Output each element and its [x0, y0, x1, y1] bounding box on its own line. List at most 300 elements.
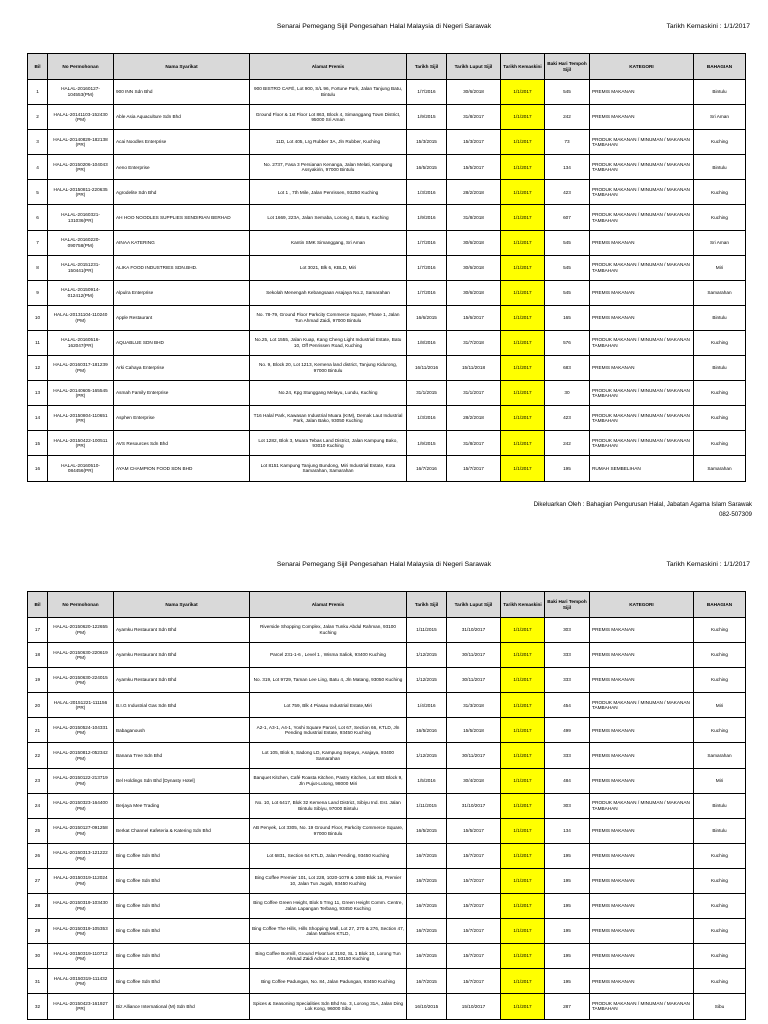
cell-tarikh-kemaskini: 1/1/2017: [501, 643, 545, 668]
table-row: [28, 768, 746, 793]
cell-tarikh-kemaskini: 1/1/2017: [501, 280, 545, 305]
cell-kategori: PREMIS MAKANAN: [590, 768, 694, 793]
cell-nama-syarikat: Bing Coffee Sdn Bhd: [114, 843, 250, 868]
cell-tarikh-sijil: 16/7/2016: [407, 456, 447, 481]
column-header: KATEGORI: [590, 54, 694, 80]
cell-nama-syarikat: Bing Coffee Sdn Bhd: [114, 969, 250, 994]
cell-kategori: PREMIS MAKANAN: [590, 643, 694, 668]
cell-alamat-premis: No. 2737, Fasa 3 Persianan Kenanga, Jalan Melati, Kampung Assyakirin, 97000 Bintulu: [250, 155, 407, 180]
cell-nama-syarikat: Asphen Enterprise: [114, 406, 250, 431]
cell-alamat-premis: Lot 105, Blok 5, Sadong LD, Kampung Sepayo, Asajaya, 93400 Samarahan: [250, 743, 407, 768]
cell-bahagian: Kuching: [694, 868, 746, 893]
cell-no-permohonan: HALAL-20150206-104043 (PR): [48, 155, 114, 180]
cell-bahagian: Kuching: [694, 718, 746, 743]
cell-nama-syarikat: Bing Coffee Sdn Bhd: [114, 868, 250, 893]
cell-baki-hari: 499: [545, 718, 590, 743]
cell-nama-syarikat: Bing Coffee Sdn Bhd: [114, 919, 250, 944]
table-row: [28, 643, 746, 668]
cell-tarikh-luput: 28/2/2018: [447, 406, 501, 431]
cell-nama-syarikat: Bing Coffee Sdn Bhd: [114, 894, 250, 919]
cell-bil: 17: [28, 618, 48, 643]
column-header: BAHAGIAN: [694, 592, 746, 618]
cell-kategori: PRODUK MAKANAN / MINUMAN / MAKANAN TAMBAHAN: [590, 994, 694, 1019]
cell-bil: 30: [28, 944, 48, 969]
cell-alamat-premis: AB Penyek, Lot 3305, No. 19 Ground Floor, Parkcity Commerce Square, 97000 Bintulu: [250, 818, 407, 843]
cell-no-permohonan: HALAL-20141103-152430 (PM): [48, 105, 114, 130]
footer-issuer: Dikeluarkan Oleh : Bahagian Pengurusan Halal, Jabatan Agama Islam Sarawak: [533, 501, 752, 508]
cell-bahagian: Bintulu: [694, 155, 746, 180]
cell-tarikh-luput: 30/11/2017: [447, 643, 501, 668]
cell-tarikh-kemaskini: 1/1/2017: [501, 718, 545, 743]
halal-table-1: [27, 53, 746, 482]
column-header: Alamat Premis: [250, 592, 407, 618]
cell-tarikh-kemaskini: 1/1/2017: [501, 768, 545, 793]
cell-tarikh-luput: 31/10/2017: [447, 618, 501, 643]
cell-tarikh-luput: 30/6/2018: [447, 255, 501, 280]
cell-bahagian: Kuching: [694, 381, 746, 406]
cell-nama-syarikat: Asmah Family Enterprise: [114, 381, 250, 406]
cell-no-permohonan: HALAL-20150811-220635 (PR): [48, 180, 114, 205]
cell-baki-hari: 195: [545, 969, 590, 994]
cell-bil: 20: [28, 693, 48, 718]
cell-alamat-premis: No. 319, Lot 9729, Taman Lee Ling, Batu 4, Jln Matang, 93050 Kuching: [250, 668, 407, 693]
cell-tarikh-sijil: 1/7/2016: [407, 230, 447, 255]
cell-tarikh-kemaskini: 1/1/2017: [501, 205, 545, 230]
cell-bahagian: Kuching: [694, 618, 746, 643]
cell-no-permohonan: HALAL-20151221-111156 (PR): [48, 693, 114, 718]
cell-tarikh-luput: 15/7/2017: [447, 868, 501, 893]
cell-alamat-premis: Kantin SMK Simanggang, Sri Aman: [250, 230, 407, 255]
cell-kategori: PREMIS MAKANAN: [590, 668, 694, 693]
cell-nama-syarikat: Bel Holdings Sdn Bhd [Dynasty Hotel]: [114, 768, 250, 793]
cell-tarikh-luput: 30/6/2018: [447, 280, 501, 305]
cell-alamat-premis: Bing Coffee Green Height, Blok 5 Tmg 11, Green Height Comm. Centre, Jalan Lapangan Terbang, 93450 Kuching: [250, 894, 407, 919]
table-row: [28, 205, 746, 230]
cell-no-permohonan: HALAL-20151231-150441(PR): [48, 255, 114, 280]
cell-no-permohonan: HALAL-20150319-103430 (PM): [48, 894, 114, 919]
cell-bil: 9: [28, 280, 48, 305]
cell-no-permohonan: HALAL-20150620-122655 (PM): [48, 618, 114, 643]
cell-alamat-premis: A2-1, A3-1, A4-1, Yoshi Square Parcel, Lot 67, Section 66, KTLD, Jln Pending Industrial Estate, 93450 Kuching: [250, 718, 407, 743]
cell-bahagian: Samarahan: [694, 456, 746, 481]
cell-baki-hari: 134: [545, 155, 590, 180]
cell-alamat-premis: Lot 3021, Blk 6, KBLD, Miri: [250, 255, 407, 280]
table-row: [28, 255, 746, 280]
cell-bahagian: Kuching: [694, 668, 746, 693]
cell-bil: 8: [28, 255, 48, 280]
table-row: [28, 969, 746, 994]
column-header: Baki Hari Tempoh Sijil: [545, 592, 590, 618]
cell-nama-syarikat: AQUABLUE SDN BHD: [114, 330, 250, 355]
cell-bahagian: Miri: [694, 768, 746, 793]
cell-baki-hari: 303: [545, 618, 590, 643]
cell-bahagian: Kuching: [694, 406, 746, 431]
cell-alamat-premis: Lot 6831, Section 64 KTLD, Jalan Pending, 93450 Kuching: [250, 843, 407, 868]
cell-tarikh-luput: 30/6/2018: [447, 230, 501, 255]
cell-bil: 2: [28, 105, 48, 130]
cell-baki-hari: 195: [545, 843, 590, 868]
cell-bil: 15: [28, 431, 48, 456]
cell-tarikh-luput: 15/3/2017: [447, 130, 501, 155]
cell-tarikh-sijil: 1/8/2016: [407, 330, 447, 355]
cell-tarikh-luput: 15/5/2017: [447, 155, 501, 180]
cell-alamat-premis: 900 BISTRO CAFÉ, Lot 900, S/L 96, Fortune Park, Jalan Tanjung Batu, Bintulu: [250, 80, 407, 105]
cell-kategori: PREMIS MAKANAN: [590, 105, 694, 130]
cell-bil: 24: [28, 793, 48, 818]
cell-bahagian: Bintulu: [694, 356, 746, 381]
cell-tarikh-luput: 15/6/2017: [447, 305, 501, 330]
cell-kategori: PREMIS MAKANAN: [590, 894, 694, 919]
cell-bahagian: Kuching: [694, 180, 746, 205]
cell-bil: 13: [28, 381, 48, 406]
cell-bahagian: Samarahan: [694, 280, 746, 305]
cell-nama-syarikat: Ayamku Restaurant Sdn Bhd: [114, 618, 250, 643]
cell-tarikh-sijil: 31/1/2015: [407, 381, 447, 406]
cell-tarikh-sijil: 16/7/2015: [407, 894, 447, 919]
cell-no-permohonan: HALAL-20160321-131036(PR): [48, 205, 114, 230]
cell-tarikh-kemaskini: 1/1/2017: [501, 969, 545, 994]
cell-tarikh-luput: 15/5/2018: [447, 718, 501, 743]
cell-tarikh-sijil: 16/7/2015: [407, 919, 447, 944]
cell-no-permohonan: HALAL-20150630-224015 (PM): [48, 668, 114, 693]
column-header: Tarikh Sijil: [407, 592, 447, 618]
cell-bil: 23: [28, 768, 48, 793]
cell-tarikh-kemaskini: 1/1/2017: [501, 618, 545, 643]
cell-tarikh-luput: 30/4/2018: [447, 768, 501, 793]
cell-nama-syarikat: ALIKA FOOD INDUSTRIES SDN.BHD.: [114, 255, 250, 280]
cell-tarikh-kemaskini: 1/1/2017: [501, 130, 545, 155]
cell-bil: 21: [28, 718, 48, 743]
report-title: Senarai Pemegang Sijil Pengesahan Halal Malaysia di Negeri Sarawak: [276, 23, 492, 30]
cell-bahagian: Kuching: [694, 969, 746, 994]
cell-alamat-premis: Lot 1669, 223A, Jalan Semaba, Lorong 4, Batu 5, Kuching: [250, 205, 407, 230]
cell-kategori: PRODUK MAKANAN / MINUMAN / MAKANAN TAMBAHAN: [590, 255, 694, 280]
cell-no-permohonan: HALAL-20150319-112024 (PM): [48, 868, 114, 893]
table-row: [28, 668, 746, 693]
cell-nama-syarikat: B.I.G Industrial Gas Sdn Bhd: [114, 693, 250, 718]
cell-bil: 4: [28, 155, 48, 180]
cell-baki-hari: 545: [545, 80, 590, 105]
table-row: [28, 456, 746, 481]
cell-alamat-premis: No. 9, Block 20, Lot 1213, Kemena land district, Tanjung Kidurong, 97000 Bintulu: [250, 356, 407, 381]
cell-tarikh-kemaskini: 1/1/2017: [501, 80, 545, 105]
cell-bahagian: Bintulu: [694, 305, 746, 330]
halal-table-2: [27, 591, 746, 1020]
cell-nama-syarikat: Acai Noodles Enterprise: [114, 130, 250, 155]
cell-alamat-premis: Lot 8151 Kampung Tanjung Bundong, Miri Industrial Estate, Kota Samarahan, Samarahan: [250, 456, 407, 481]
cell-tarikh-luput: 15/5/2017: [447, 818, 501, 843]
cell-no-permohonan: HALAL-20150423-161927 (PR): [48, 994, 114, 1019]
cell-nama-syarikat: AYAM CHAMPION FOOD SDN BHD: [114, 456, 250, 481]
table-row: [28, 818, 746, 843]
cell-nama-syarikat: Biz Alliance International (M) Sdn Bhd: [114, 994, 250, 1019]
cell-tarikh-sijil: 1/7/2016: [407, 80, 447, 105]
table-row: [28, 793, 746, 818]
cell-tarikh-kemaskini: 1/1/2017: [501, 456, 545, 481]
cell-bahagian: Bintulu: [694, 793, 746, 818]
cell-tarikh-sijil: 16/7/2015: [407, 843, 447, 868]
table-row: [28, 618, 746, 643]
column-header: Baki Hari Tempoh Sijil: [545, 54, 590, 80]
cell-baki-hari: 683: [545, 356, 590, 381]
cell-nama-syarikat: AVS Resources Sdn Bhd: [114, 431, 250, 456]
cell-bahagian: Miri: [694, 255, 746, 280]
cell-tarikh-sijil: 1/5/2016: [407, 768, 447, 793]
cell-nama-syarikat: Aeno Enterprise: [114, 155, 250, 180]
cell-tarikh-luput: 15/7/2017: [447, 843, 501, 868]
cell-no-permohonan: HALAL-20150323-164400 (PM): [48, 793, 114, 818]
cell-baki-hari: 454: [545, 693, 590, 718]
header-row: [28, 592, 746, 618]
cell-baki-hari: 195: [545, 919, 590, 944]
cell-bil: 29: [28, 919, 48, 944]
cell-no-permohonan: HALAL-20150804-110651 (PR): [48, 406, 114, 431]
cell-bil: 32: [28, 994, 48, 1019]
header-row: [28, 54, 746, 80]
cell-alamat-premis: Lot 759, Blk 4 Piasau Industrial Estate,Miri: [250, 693, 407, 718]
cell-no-permohonan: HALAL-20150127-091258 (PM): [48, 818, 114, 843]
cell-tarikh-kemaskini: 1/1/2017: [501, 330, 545, 355]
cell-tarikh-kemaskini: 1/1/2017: [501, 793, 545, 818]
footer-phone: 082-507309: [718, 511, 752, 518]
cell-tarikh-kemaskini: 1/1/2017: [501, 668, 545, 693]
cell-alamat-premis: No. 78-79, Ground Floor Parkcity Commerce Square, Phase 1, Jalan Tun Ahmad Zaidi, 97000 Bintulu: [250, 305, 407, 330]
cell-tarikh-kemaskini: 1/1/2017: [501, 994, 545, 1019]
cell-tarikh-luput: 31/3/2018: [447, 693, 501, 718]
cell-nama-syarikat: Agrodelite Sdn Bhd: [114, 180, 250, 205]
cell-bil: 3: [28, 130, 48, 155]
cell-kategori: PREMIS MAKANAN: [590, 718, 694, 743]
cell-no-permohonan: HALAL-20160317-181239 (PM): [48, 356, 114, 381]
cell-bahagian: Sri Aman: [694, 105, 746, 130]
cell-tarikh-sijil: 1/9/2015: [407, 105, 447, 130]
table-row: [28, 431, 746, 456]
cell-tarikh-sijil: 1/3/2016: [407, 406, 447, 431]
cell-tarikh-luput: 30/6/2018: [447, 80, 501, 105]
table-row: [28, 693, 746, 718]
cell-kategori: PREMIS MAKANAN: [590, 80, 694, 105]
cell-alamat-premis: Parcel 231-1-6 , Level 1 , Wisma Saliok, 93400 Kuching: [250, 643, 407, 668]
table-row: [28, 843, 746, 868]
cell-nama-syarikat: Banana Tree Sdn Bhd: [114, 743, 250, 768]
cell-bahagian: Sibu: [694, 994, 746, 1019]
cell-bahagian: Kuching: [694, 643, 746, 668]
cell-alamat-premis: Ground Floor & 1st Floor Lot 863, Block 4, Simanggang Town District, 95000 Sri Aman: [250, 105, 407, 130]
table-row: [28, 406, 746, 431]
cell-nama-syarikat: Babaganoush: [114, 718, 250, 743]
cell-baki-hari: 423: [545, 180, 590, 205]
table-row: [28, 894, 746, 919]
cell-tarikh-luput: 28/2/2018: [447, 180, 501, 205]
cell-nama-syarikat: AINAA KATERING: [114, 230, 250, 255]
cell-alamat-premis: Banquet Kitchen, Café Roasta Kitchen, Pastry Kitchen, Lot 683 Block 9, Jln Pujut-Lutong, 98000 Miri: [250, 768, 407, 793]
cell-bahagian: Kuching: [694, 843, 746, 868]
cell-alamat-premis: No. 10, Lot 6417, Blok 32 Kemena Land District, Sibiyu Ind. Est. Jalan Bintulu Sibiyu, 97000 Bintulu: [250, 793, 407, 818]
column-header: Bil: [28, 54, 48, 80]
cell-bahagian: Bintulu: [694, 80, 746, 105]
cell-alamat-premis: Bing Coffee Padungan, No. 84, Jalan Padungan, 93450 Kuching: [250, 969, 407, 994]
cell-tarikh-sijil: 1/12/2015: [407, 668, 447, 693]
table-row: [28, 280, 746, 305]
column-header: BAHAGIAN: [694, 54, 746, 80]
cell-baki-hari: 242: [545, 431, 590, 456]
cell-alamat-premis: 11D, Lot 405, Lrg Rubber 3A, Jln Rubber, Kuching: [250, 130, 407, 155]
table-row: [28, 155, 746, 180]
cell-tarikh-sijil: 1/9/2016: [407, 205, 447, 230]
column-header: KATEGORI: [590, 592, 694, 618]
cell-tarikh-luput: 15/7/2017: [447, 456, 501, 481]
cell-tarikh-kemaskini: 1/1/2017: [501, 693, 545, 718]
cell-bil: 26: [28, 843, 48, 868]
table-row: [28, 305, 746, 330]
cell-nama-syarikat: Berjaya Mee Trading: [114, 793, 250, 818]
cell-bil: 25: [28, 818, 48, 843]
cell-alamat-premis: Sekolah Menengah Kebangsaan Asajaya No.2, Samarahan: [250, 280, 407, 305]
cell-nama-syarikat: Ayamku Restaurant Sdn Bhd: [114, 643, 250, 668]
cell-nama-syarikat: AH HOO NOODLES SUPPLIES SENDIRIAN BERHAD: [114, 205, 250, 230]
table-row: [28, 230, 746, 255]
cell-tarikh-kemaskini: 1/1/2017: [501, 431, 545, 456]
update-date: Tarikh Kemaskini : 1/1/2017: [666, 561, 750, 568]
table-row: [28, 80, 746, 105]
cell-kategori: PREMIS MAKANAN: [590, 356, 694, 381]
table-row: [28, 944, 746, 969]
cell-bil: 31: [28, 969, 48, 994]
cell-tarikh-sijil: 16/5/2015: [407, 818, 447, 843]
cell-tarikh-kemaskini: 1/1/2017: [501, 406, 545, 431]
cell-no-permohonan: HALAL-20160127-104553(PM): [48, 80, 114, 105]
cell-bil: 16: [28, 456, 48, 481]
cell-kategori: PRODUK MAKANAN / MINUMAN / MAKANAN TAMBAHAN: [590, 431, 694, 456]
cell-tarikh-kemaskini: 1/1/2017: [501, 356, 545, 381]
cell-tarikh-kemaskini: 1/1/2017: [501, 743, 545, 768]
cell-tarikh-kemaskini: 1/1/2017: [501, 381, 545, 406]
cell-baki-hari: 545: [545, 230, 590, 255]
cell-baki-hari: 303: [545, 793, 590, 818]
cell-nama-syarikat: Ayamku Restaurant Sdn Bhd: [114, 668, 250, 693]
cell-kategori: PREMIS MAKANAN: [590, 868, 694, 893]
report-title: Senarai Pemegang Sijil Pengesahan Halal Malaysia di Negeri Sarawak: [276, 561, 492, 568]
cell-baki-hari: 134: [545, 818, 590, 843]
cell-tarikh-kemaskini: 1/1/2017: [501, 818, 545, 843]
cell-baki-hari: 195: [545, 894, 590, 919]
cell-kategori: PRODUK MAKANAN / MINUMAN / MAKANAN TAMBAHAN: [590, 130, 694, 155]
cell-kategori: PRODUK MAKANAN / MINUMAN / MAKANAN TAMBAHAN: [590, 180, 694, 205]
cell-nama-syarikat: 900 INN Sdn Bhd: [114, 80, 250, 105]
cell-kategori: PREMIS MAKANAN: [590, 944, 694, 969]
cell-alamat-premis: No.25, Lot 1555, Jalan Kuap, Kang Cheng Light Industrial Estate, Batu 10, Off Penrissen Road, Kuching: [250, 330, 407, 355]
cell-alamat-premis: Bing Coffee Bormill, Ground Floor Lot 3192, SL 1 Blok 10, Lorong Tun Ahmad Zaidi Adruce 12, 93150 Kuching: [250, 944, 407, 969]
update-date: Tarikh Kemaskini : 1/1/2017: [666, 23, 750, 30]
cell-bil: 22: [28, 743, 48, 768]
cell-kategori: PRODUK MAKANAN / MINUMAN / MAKANAN TAMBAHAN: [590, 381, 694, 406]
cell-bil: 7: [28, 230, 48, 255]
cell-tarikh-luput: 31/7/2018: [447, 330, 501, 355]
cell-tarikh-sijil: 1/11/2015: [407, 793, 447, 818]
cell-bil: 10: [28, 305, 48, 330]
cell-bahagian: Kuching: [694, 894, 746, 919]
cell-tarikh-luput: 15/11/2018: [447, 356, 501, 381]
cell-baki-hari: 545: [545, 255, 590, 280]
cell-bil: 12: [28, 356, 48, 381]
cell-bahagian: Kuching: [694, 919, 746, 944]
cell-alamat-premis: Spices & Seasoning Specialities Sdn Bhd No. 3, Lorong 31A, Jalan Ding Lok Kong, 96000 Sibu: [250, 994, 407, 1019]
cell-no-permohonan: HALAL-20150319-110712 (PM): [48, 944, 114, 969]
cell-tarikh-kemaskini: 1/1/2017: [501, 155, 545, 180]
cell-tarikh-kemaskini: 1/1/2017: [501, 105, 545, 130]
cell-tarikh-luput: 31/8/2018: [447, 205, 501, 230]
cell-kategori: PREMIS MAKANAN: [590, 618, 694, 643]
table-row: [28, 718, 746, 743]
cell-no-permohonan: HALAL-20150812-052342 (PM): [48, 743, 114, 768]
cell-kategori: RUMAH SEMBELIHAN: [590, 456, 694, 481]
cell-kategori: PREMIS MAKANAN: [590, 919, 694, 944]
cell-alamat-premis: Lot 1282, Blok 3, Muara Tebas Land District, Jalan Kampung Bako, 93010 Kuching: [250, 431, 407, 456]
cell-tarikh-kemaskini: 1/1/2017: [501, 230, 545, 255]
cell-baki-hari: 195: [545, 868, 590, 893]
cell-tarikh-sijil: 15/3/2015: [407, 130, 447, 155]
cell-bahagian: Kuching: [694, 130, 746, 155]
column-header: Nama Syarikat: [114, 592, 250, 618]
cell-no-permohonan: HALAL-20131104-110240 (PM): [48, 305, 114, 330]
cell-baki-hari: 287: [545, 994, 590, 1019]
cell-tarikh-luput: 30/11/2017: [447, 743, 501, 768]
table-row: [28, 105, 746, 130]
cell-bil: 5: [28, 180, 48, 205]
cell-no-permohonan: HALAL-20150122-213719 (PM): [48, 768, 114, 793]
cell-tarikh-luput: 31/10/2017: [447, 793, 501, 818]
cell-bahagian: Sri Aman: [694, 230, 746, 255]
cell-kategori: PREMIS MAKANAN: [590, 305, 694, 330]
cell-bil: 18: [28, 643, 48, 668]
cell-kategori: PRODUK MAKANAN / MINUMAN / MAKANAN TAMBAHAN: [590, 693, 694, 718]
cell-kategori: PREMIS MAKANAN: [590, 280, 694, 305]
cell-tarikh-sijil: 1/12/2015: [407, 743, 447, 768]
cell-no-permohonan: HALAL-20150313-121222 (PM): [48, 843, 114, 868]
cell-tarikh-sijil: 1/12/2015: [407, 643, 447, 668]
cell-tarikh-sijil: 16/7/2015: [407, 944, 447, 969]
cell-kategori: PRODUK MAKANAN / MINUMAN / MAKANAN TAMBAHAN: [590, 406, 694, 431]
cell-alamat-premis: No.24, Kpg Stunggang Melayu, Lundu, Kuching: [250, 381, 407, 406]
cell-tarikh-luput: 15/7/2017: [447, 969, 501, 994]
cell-no-permohonan: HALAL-20140605-165545 (PR): [48, 381, 114, 406]
cell-nama-syarikat: Bing Coffee Sdn Bhd: [114, 944, 250, 969]
cell-bil: 6: [28, 205, 48, 230]
table-row: [28, 180, 746, 205]
cell-tarikh-sijil: 1/7/2016: [407, 255, 447, 280]
cell-tarikh-kemaskini: 1/1/2017: [501, 894, 545, 919]
table-row: [28, 356, 746, 381]
cell-tarikh-luput: 31/8/2017: [447, 431, 501, 456]
cell-no-permohonan: HALAL-20150914-012412(PM): [48, 280, 114, 305]
cell-bahagian: Kuching: [694, 431, 746, 456]
cell-baki-hari: 195: [545, 944, 590, 969]
cell-tarikh-sijil: 16/11/2016: [407, 356, 447, 381]
column-header: Nama Syarikat: [114, 54, 250, 80]
cell-tarikh-luput: 30/11/2017: [447, 668, 501, 693]
cell-no-permohonan: HALAL-20150319-111432 (PM): [48, 969, 114, 994]
cell-tarikh-sijil: 1/9/2015: [407, 431, 447, 456]
cell-nama-syarikat: Arki Cahaya Enterprise: [114, 356, 250, 381]
cell-nama-syarikat: Apple Restaurant: [114, 305, 250, 330]
cell-baki-hari: 195: [545, 456, 590, 481]
cell-kategori: PREMIS MAKANAN: [590, 818, 694, 843]
cell-baki-hari: 607: [545, 205, 590, 230]
cell-bil: 14: [28, 406, 48, 431]
cell-no-permohonan: HALAL-20160516-162047(PR): [48, 330, 114, 355]
cell-alamat-premis: Bing Coffee The Hills, Hills Shopping Mall, Lot 27, 270 & 276, Section 47, Jalan Mathies KTLD,: [250, 919, 407, 944]
cell-tarikh-sijil: 16/7/2015: [407, 969, 447, 994]
